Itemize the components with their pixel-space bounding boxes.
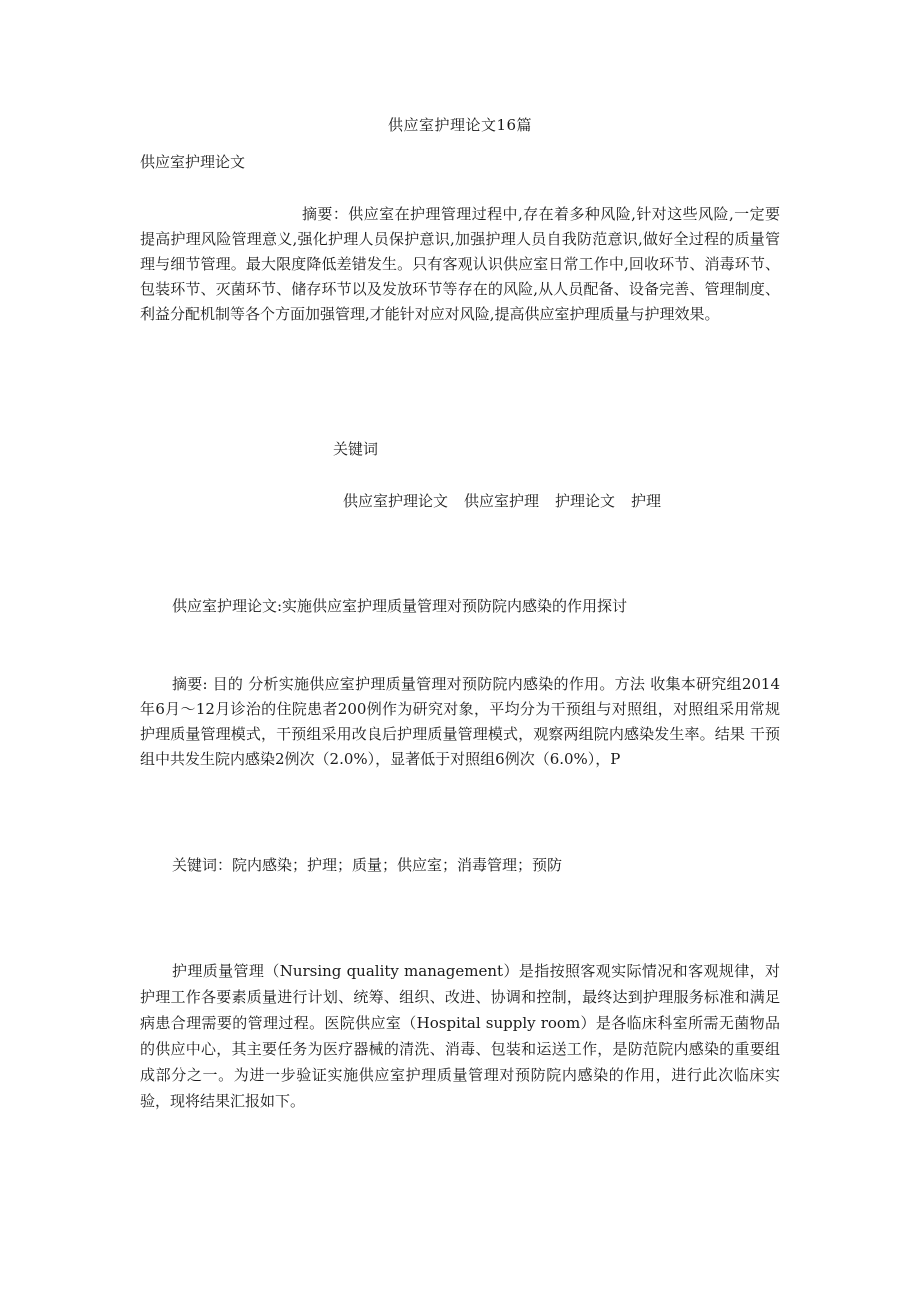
keyword-item: 护理论文 bbox=[555, 492, 616, 510]
paper-abstract: 摘要: 目的 分析实施供应室护理质量管理对预防院内感染的作用。方法 收集本研究组2014年6月～12月诊治的住院患者200例作为研究对象，平均分为干预组与对照组，对照组采用常规护理质量管理模式，干预组采用改良后护理质量管理模式，观察两组院内感染发生率。结果 干预组中共发生院内感染2例次（2.0%），显著低于对照组6例次（6.0%），P bbox=[140, 675, 780, 768]
document-title: 供应室护理论文16篇 bbox=[387, 116, 533, 134]
keyword-item: 供应室护理论文 bbox=[343, 492, 449, 510]
keywords-label: 关键词 bbox=[333, 440, 379, 458]
abstract-paragraph: 摘要：供应室在护理管理过程中,存在着多种风险,针对这些风险,一定要提高护理风险管理意义,强化护理人员保护意识,加强护理人员自我防范意识,做好全过程的质量管理与细节管理。最大限度降低差错发生。只有客观认识供应室日常工作中,回收环节、消毒环节、包装环节、灭菌环节、储存环节以及发放环节等存在的风险,从人员配备、设备完善、管理制度、利益分配机制等各个方面加强管理,才能针对应对风险,提高供应室护理质量与护理效果。 bbox=[140, 205, 780, 323]
paper-title: 供应室护理论文:实施供应室护理质量管理对预防院内感染的作用探讨 bbox=[172, 597, 628, 615]
section-heading: 供应室护理论文 bbox=[140, 153, 246, 171]
intro-paragraph: 护理质量管理（Nursing quality management）是指按照客观实际情况和客观规律，对护理工作各要素质量进行计划、统筹、组织、改进、协调和控制，最终达到护理服务标准和满足病患合理需要的管理过程。医院供应室（Hospital supply room）是各临床科室所需无菌物品的供应中心，其主要任务为医疗器械的清洗、消毒、包装和运送工作，是防范院内感染的重要组成部分之一。为进一步验证实施供应室护理质量管理对预防院内感染的作用，进行此次临床实验，现将结果汇报如下。 bbox=[140, 962, 780, 1110]
keyword-item: 供应室护理 bbox=[464, 492, 540, 510]
paper-keywords: 关键词：院内感染；护理；质量；供应室；消毒管理；预防 bbox=[172, 856, 563, 874]
keywords-list bbox=[343, 490, 677, 512]
keyword-item: 护理 bbox=[631, 492, 662, 510]
